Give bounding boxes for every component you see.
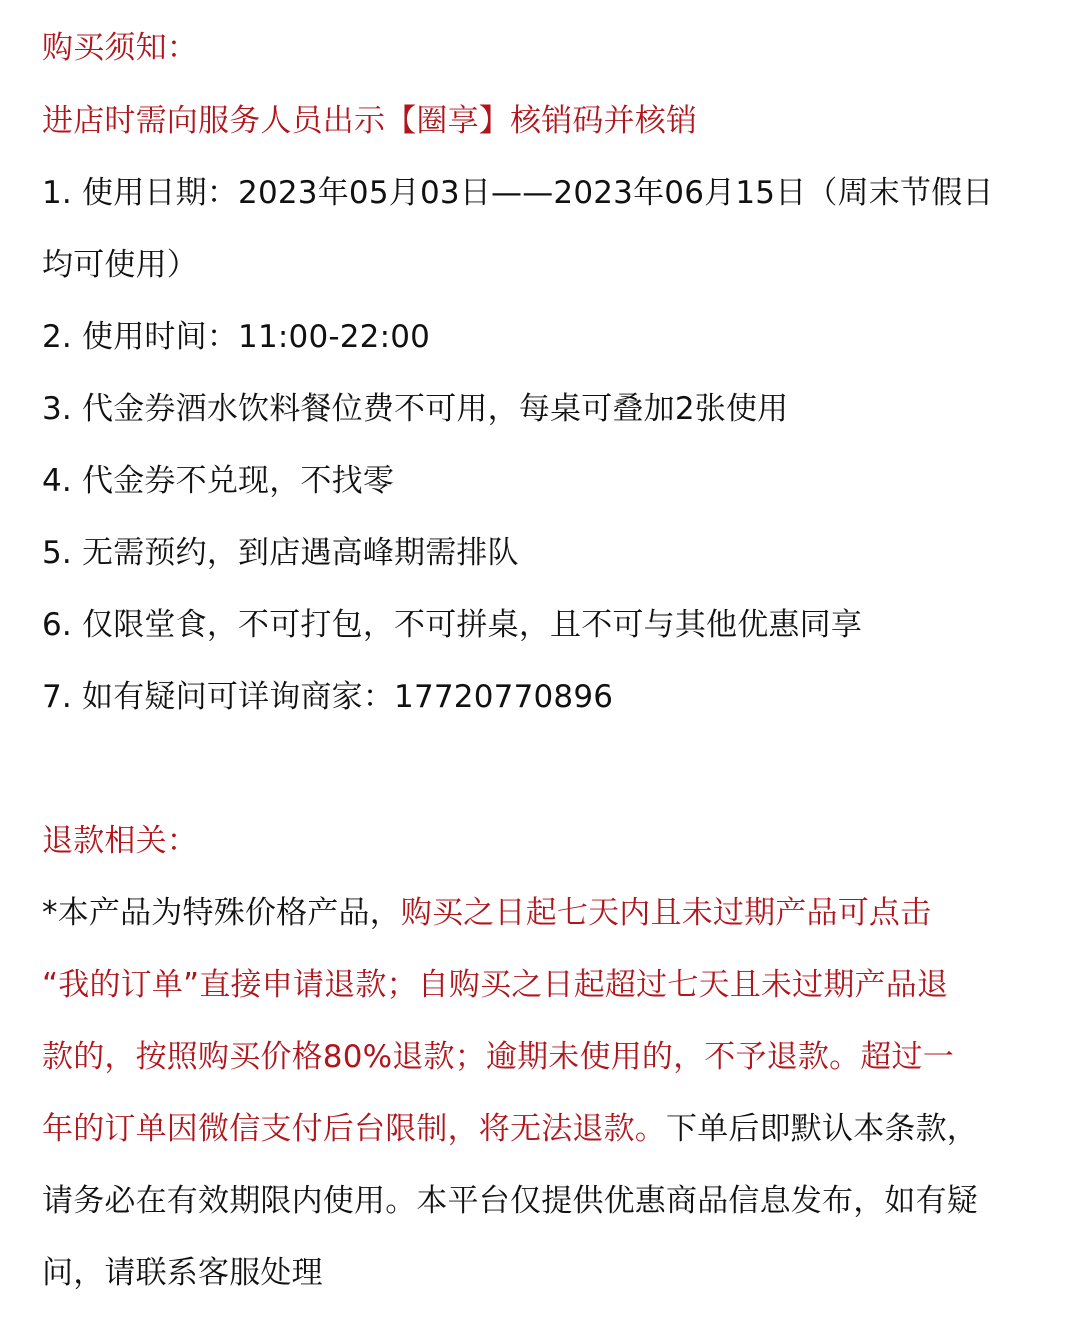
- refund-line: [42, 1037, 1044, 1077]
- refund-text-red: 款的，按照购买价格80%退款；逾期未使用的，不予退款。超过一: [42, 1039, 954, 1075]
- redeem-instruction: 进店时需向服务人员出示【圈享】核销码并核销: [42, 103, 698, 139]
- refund-line: [42, 1109, 1044, 1149]
- refund-text-black: 请务必在有效期限内使用。本平台仅提供优惠商品信息发布，如有疑: [42, 1183, 978, 1219]
- notice-item: 5. 无需预约，到店遇高峰期需排队: [42, 535, 519, 571]
- refund-heading: 退款相关：: [42, 823, 198, 859]
- refund-text-black: 下单后即默认本条款，: [666, 1111, 978, 1147]
- notice-item: 均可使用）: [42, 247, 198, 283]
- refund-line: [42, 965, 1044, 1005]
- purchase-notice-heading: 购买须知：: [42, 30, 198, 66]
- refund-text-red: 购买之日起七天内且未过期产品可点击: [400, 895, 932, 931]
- refund-line: [42, 1181, 1044, 1221]
- notice-item: 6. 仅限堂食，不可打包，不可拼桌，且不可与其他优惠同享: [42, 607, 863, 643]
- refund-line: [42, 893, 1044, 933]
- notice-item: 2. 使用时间：11:00-22:00: [42, 319, 431, 355]
- refund-text-black: *本产品为特殊价格产品，: [42, 895, 401, 931]
- notice-item: 3. 代金券酒水饮料餐位费不可用，每桌可叠加2张使用: [42, 391, 789, 427]
- notice-item: 1. 使用日期：2023年05月03日——2023年06月15日（周末节假日: [42, 175, 994, 211]
- refund-text-red: “我的订单”直接申请退款；自购买之日起超过七天且未过期产品退: [42, 967, 949, 1003]
- refund-text-black: 问，请联系客服处理: [42, 1255, 323, 1291]
- notice-item: 7. 如有疑问可详询商家：17720770896: [42, 679, 614, 715]
- refund-text-red: 年的订单因微信支付后台限制，将无法退款。: [42, 1111, 666, 1147]
- notice-item: 4. 代金券不兑现，不找零: [42, 463, 395, 499]
- refund-line: [42, 1253, 1044, 1293]
